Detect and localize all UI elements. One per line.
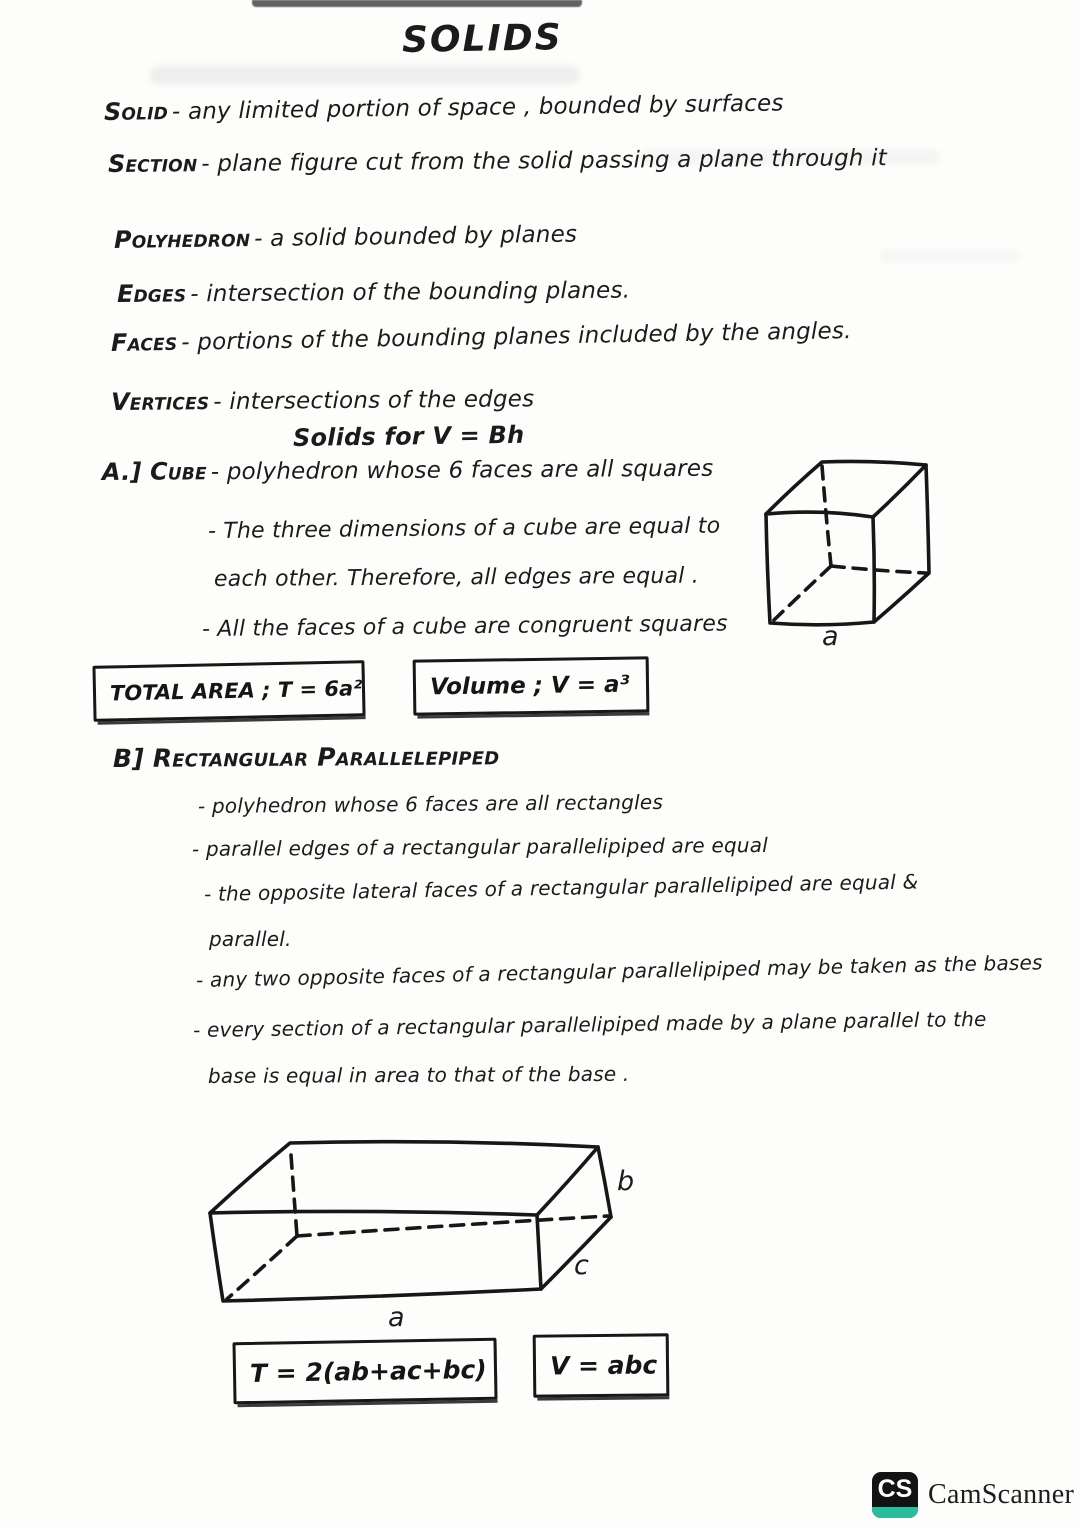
definition-section bbox=[108, 143, 887, 178]
cube-edge-label-a: a bbox=[822, 621, 839, 652]
parallelepiped-right-edge-b bbox=[598, 1147, 611, 1217]
parallelepiped-line-1: - polyhedron whose 6 faces are all rectangles bbox=[197, 789, 664, 818]
definition-vertices bbox=[111, 384, 534, 416]
definition-solid bbox=[104, 89, 784, 126]
cube-volume-formula-box bbox=[413, 656, 650, 715]
camscanner-watermark bbox=[872, 1472, 1074, 1518]
cube-total-area-formula: TOTAL AREA ; T = 6a² bbox=[109, 676, 363, 706]
parallelepiped-edge-label-c: c bbox=[574, 1250, 589, 1281]
term-polyhedron: Polyhedron bbox=[113, 224, 251, 254]
bleed-through-smudge bbox=[150, 66, 580, 84]
parallelepiped-front-face bbox=[210, 1213, 541, 1301]
parallelepiped-top-face bbox=[210, 1142, 598, 1215]
definition-polyhedron-text: - a solid bounded by planes bbox=[254, 221, 578, 253]
parallelepiped-total-area-formula: T = 2(ab+ac+bc) bbox=[249, 1354, 487, 1388]
cube-volume-formula: Volume ; V = a³ bbox=[429, 671, 630, 701]
definition-solid-text: - any limited portion of space , bounded by surfaces bbox=[171, 90, 784, 126]
scan-artifact-top-strip bbox=[252, 0, 582, 7]
cube-top-face bbox=[766, 461, 926, 517]
page-title: SOLIDS bbox=[401, 17, 564, 61]
camscanner-icon-accent-strip bbox=[872, 1507, 918, 1518]
term-section: Section bbox=[107, 149, 198, 178]
parallelepiped-hidden-edge-long bbox=[297, 1216, 608, 1236]
parallelepiped-line-2: - parallel edges of a rectangular parallelipiped are equal bbox=[191, 832, 768, 861]
definition-edges-text: - intersection of the bounding planes. bbox=[190, 277, 631, 308]
parallelepiped-line-4: parallel. bbox=[209, 927, 292, 951]
parallelepiped-volume-formula-box bbox=[533, 1333, 670, 1397]
cube-heading-line bbox=[102, 454, 714, 486]
term-edges: Edges bbox=[116, 279, 187, 308]
term-vertices: Vertices bbox=[110, 387, 210, 416]
camscanner-icon-text: CS bbox=[877, 1475, 913, 1503]
parallelepiped-line-6: - every section of a rectangular parallelipiped made by a plane parallel to the bbox=[192, 1006, 987, 1042]
cube-hidden-edge-vertical bbox=[822, 466, 831, 566]
camscanner-label: CamScanner bbox=[928, 1479, 1075, 1510]
camscanner-icon bbox=[872, 1472, 918, 1518]
definition-section-text: - plane figure cut from the solid passing a plane through it bbox=[201, 145, 888, 178]
parallelepiped-line-5: - any two opposite faces of a rectangular parallelipiped may be taken as the bases bbox=[195, 950, 1043, 992]
cube-note-1: - The three dimensions of a cube are equal to bbox=[207, 513, 721, 544]
term-solid: Solid bbox=[103, 97, 169, 126]
cube-note-2: each other. Therefore, all edges are equal . bbox=[213, 563, 700, 592]
cube-label: A.] Cube bbox=[101, 457, 207, 486]
cube-hidden-edge-left bbox=[774, 566, 831, 620]
definition-polyhedron bbox=[114, 220, 578, 254]
parallelepiped-line-3: - the opposite lateral faces of a rectangular parallelipiped are equal & bbox=[203, 869, 919, 906]
parallelepiped-volume-formula: V = abc bbox=[549, 1350, 658, 1381]
parallelepiped-diagram bbox=[180, 1118, 670, 1338]
parallelepiped-hidden-edge-left bbox=[227, 1236, 297, 1299]
parallelepiped-edge-label-b: b bbox=[617, 1166, 635, 1197]
parallelepiped-edge-label-a: a bbox=[388, 1302, 405, 1333]
cube-definition: - polyhedron whose 6 faces are all squares bbox=[210, 455, 714, 486]
definition-faces bbox=[111, 316, 852, 357]
parallelepiped-heading: B] Rectangular Parallelepiped bbox=[112, 741, 500, 773]
cube-hidden-edge-right bbox=[831, 566, 926, 573]
cube-note-3: - All the faces of a cube are congruent squares bbox=[201, 611, 728, 642]
term-faces: Faces bbox=[110, 327, 178, 357]
bleed-through-smudge bbox=[880, 250, 1020, 262]
definition-edges bbox=[117, 276, 630, 308]
parallelepiped-line-7: base is equal in area to that of the base . bbox=[207, 1061, 630, 1088]
definition-faces-text: - portions of the bounding planes included by the angles. bbox=[181, 318, 852, 356]
parallelepiped-hidden-edge-vertical bbox=[291, 1155, 297, 1236]
definition-vertices-text: - intersections of the edges bbox=[213, 386, 535, 416]
subheading-solids-for-vbh: Solids for V = Bh bbox=[292, 420, 525, 452]
cube-diagram bbox=[748, 440, 938, 655]
cube-total-area-formula-box bbox=[92, 660, 365, 722]
parallelepiped-total-area-formula-box bbox=[232, 1338, 497, 1405]
